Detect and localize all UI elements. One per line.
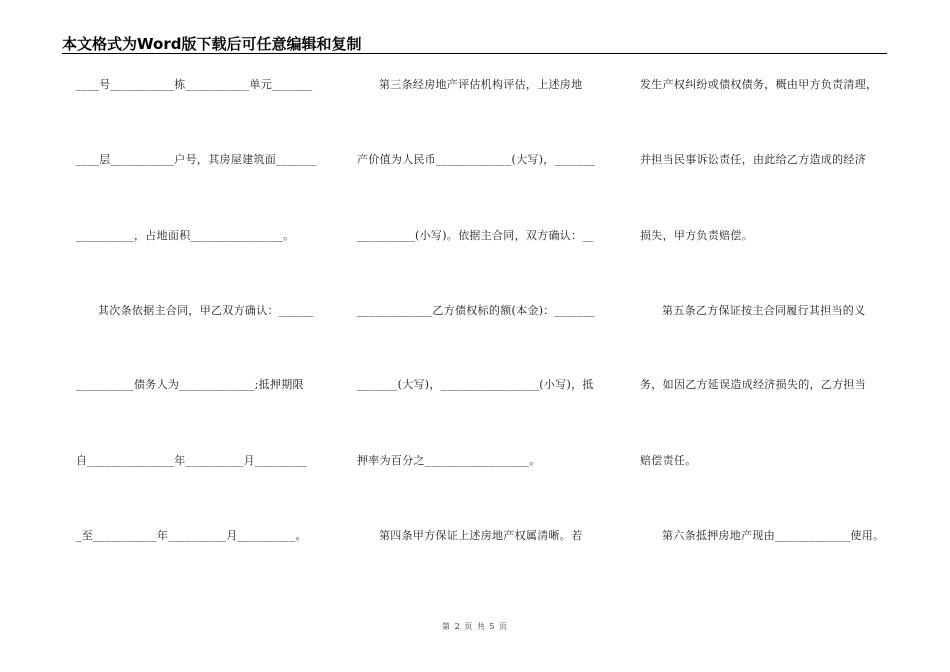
- column-3-line-6: 赔偿责任。: [640, 454, 697, 467]
- column-3-line-4: 第五条乙方保证按主合同履行其担当的义: [662, 304, 866, 317]
- column-1-line-5: __________债务人为_____________;抵押期限: [76, 378, 304, 391]
- column-2-line-5: _______(大写)，_________________(小写)，抵: [357, 378, 594, 391]
- column-3-line-5: 务，如因乙方延误造成经济损失的，乙方担当: [640, 378, 866, 391]
- column-2-line-4: _____________乙方债权标的额(本金)：_______: [357, 304, 596, 317]
- column-2-line-1: 第三条经房地产评估机构评估，上述房地: [379, 78, 583, 91]
- column-1-line-7: _至___________年__________月__________。: [76, 529, 307, 542]
- page-number: 第 2 页 共 5 页: [442, 622, 508, 631]
- column-1-line-1: ____号___________栋___________单元_______: [76, 78, 313, 91]
- column-2-line-2: 产价值为人民币_____________(大写)，_______: [357, 153, 596, 166]
- column-1-line-3: __________，占地面积________________。: [76, 229, 295, 242]
- column-2-line-7: 第四条甲方保证上述房地产权属清晰。若: [379, 529, 583, 542]
- header-divider: [62, 53, 887, 54]
- column-3-line-2: 并担当民事诉讼责任，由此给乙方造成的经济: [640, 153, 866, 166]
- column-3-line-3: 损失，甲方负责赔偿。: [640, 229, 753, 242]
- column-3-line-1: 发生产权纠纷或债权债务，概由甲方负责清理，: [640, 78, 878, 91]
- column-1-line-4: 其次条依据主合同，甲乙双方确认：______: [98, 304, 314, 317]
- column-1-line-2: ____层___________户号，其房屋建筑面_______: [76, 153, 317, 166]
- column-2-line-3: __________(小写)。依据主合同，双方确认：__: [357, 229, 594, 242]
- column-2-line-6: 押率为百分之__________________。: [357, 454, 541, 467]
- column-3-line-7: 第六条抵押房地产现由_____________使用。: [662, 529, 885, 542]
- column-1-line-6: 自_______________年__________月_________: [76, 454, 308, 467]
- document-header-title: 本文格式为Word版下载后可任意编辑和复制: [62, 35, 362, 53]
